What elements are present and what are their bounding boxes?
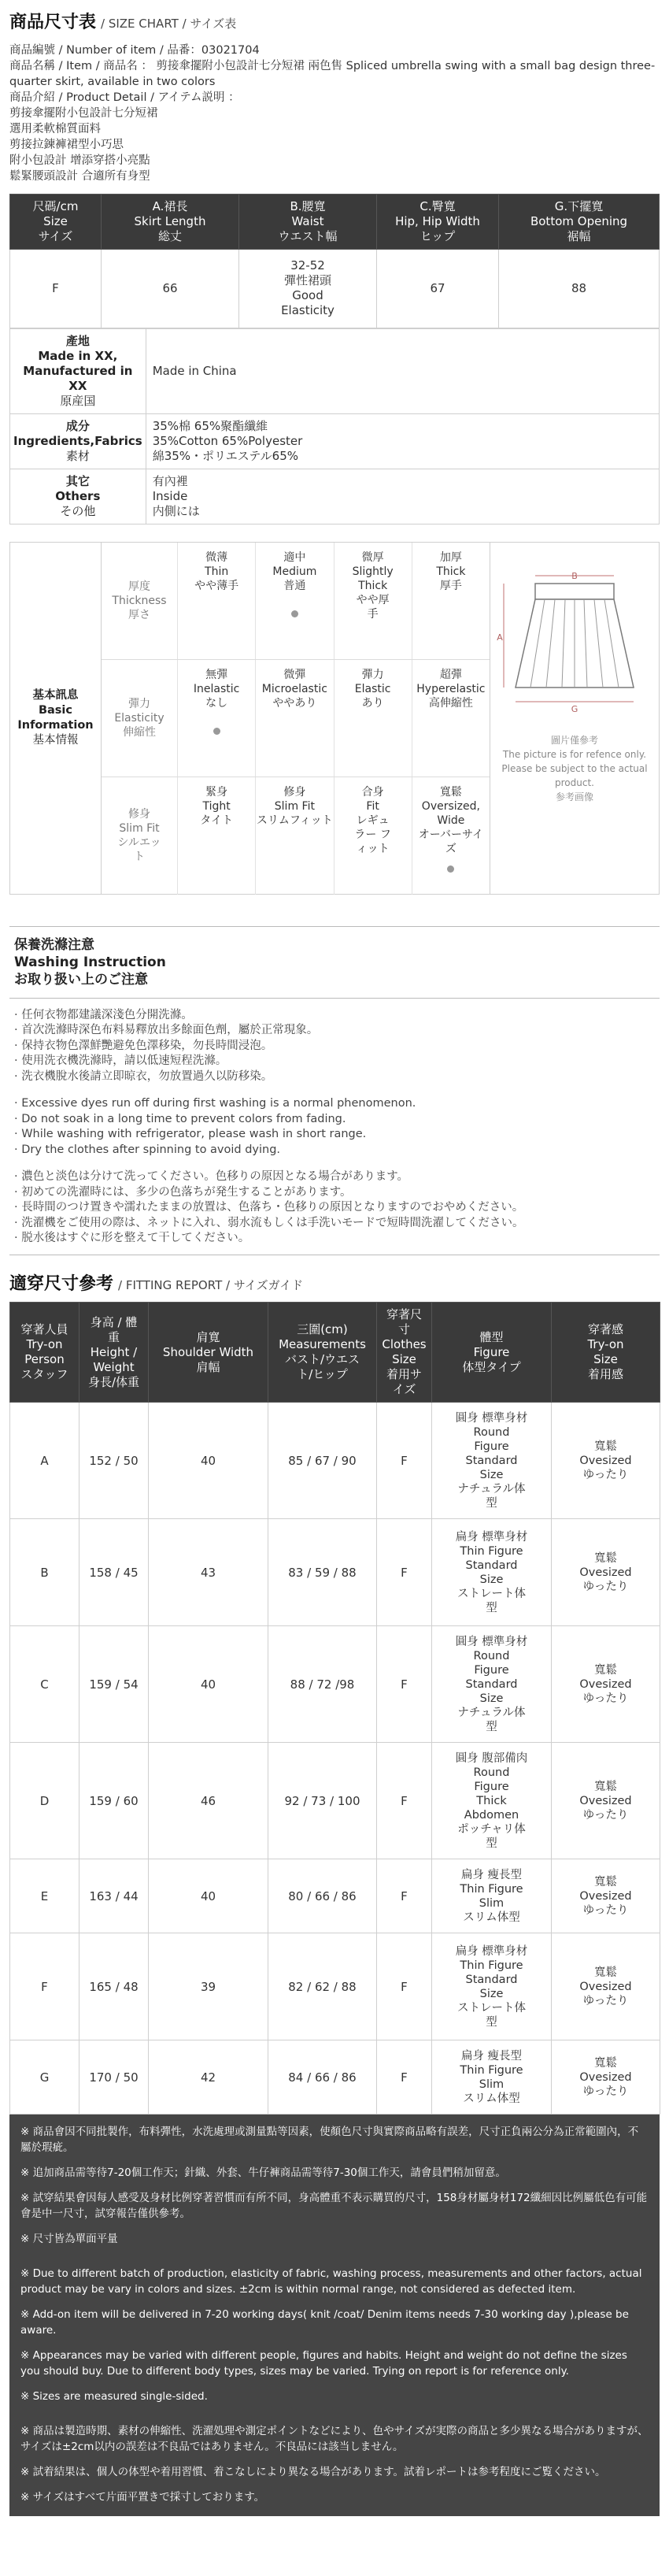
fit-option-fit: 合身 Fit レギュ ラー フ ィット — [334, 777, 412, 895]
product-info-line: 選用柔軟棉質面料 — [9, 122, 101, 135]
washing-line: · 洗衣機脫水後請立即晾衣，勿放置過久以防移染。 — [14, 1069, 273, 1083]
selected-dot-icon — [291, 610, 298, 617]
thickness-label: 厚度 Thickness 厚さ — [112, 580, 167, 621]
fit-feel-cell: 寬鬆 Ovesized ゆったり — [552, 1626, 660, 1743]
fit-option-tight: 緊身 Tight タイト — [177, 777, 255, 895]
fit-feel-cell: 寬鬆 Ovesized ゆったり — [552, 1519, 660, 1626]
note-text: ※ 尺寸皆為單面平量 — [20, 2233, 118, 2246]
note-text: ※ 追加商品需等待7-20個工作天；針織、外套、牛仔褲商品需等待7-30個工作天，請會員們稍加留意。 — [20, 2166, 506, 2180]
shoulder-cell: 39 — [149, 1933, 268, 2040]
washing-line: · Excessive dyes run off during first washing is a normal phenomenon. — [14, 1097, 416, 1110]
fit-row — [102, 777, 490, 895]
elasticity-option-hyperelastic: 超彈 Hyperelastic 高伸縮性 — [412, 660, 490, 777]
height-weight-cell: 163 / 44 — [79, 1859, 149, 1933]
fitting-table — [9, 1302, 660, 2115]
clothes-size-cell: F — [377, 1859, 432, 1933]
selected-dot-icon — [447, 865, 454, 873]
washing-line: · 洗濯機をご使用の際は、ネットに入れ、弱水流もしくは手洗いモードで短時間洗濯してください。 — [14, 1216, 524, 1229]
person-cell: B — [10, 1519, 79, 1626]
measurements-cell: 88 / 72 /98 — [268, 1626, 377, 1743]
dimension-label-a: A — [497, 632, 503, 643]
dimension-label-g: G — [571, 703, 578, 714]
fitting-row — [10, 1519, 660, 1626]
figure-cell: 扁身 瘦長型 Thin Figure Slim スリム体型 — [432, 1859, 552, 1933]
figure-cell: 扁身 標準身材 Thin Figure Standard Size ストレート体 型 — [432, 1933, 552, 2040]
elasticity-label: 彈力 Elasticity 伸縮性 — [114, 697, 164, 739]
note-text: ※ Add-on item will be delivered in 7-20 working days( knit /coat/ Denim items needs 7-30 working day ),please be aware. — [20, 2308, 629, 2337]
washing-line: · 保持衣物色澤鮮艷避免色澤移染，勿長時間浸泡。 — [14, 1039, 273, 1052]
elasticity-option-inelastic: 無彈 Inelastic なし — [177, 660, 255, 777]
header-figure: 體型 Figure 体型タイプ — [432, 1303, 552, 1403]
size-value: F — [10, 249, 102, 328]
thickness-row — [102, 543, 490, 660]
fitting-table-header — [10, 1303, 660, 1403]
elasticity-option-microelastic: 微彈 Microelastic ややあり — [255, 660, 333, 777]
shoulder-cell: 40 — [149, 1859, 268, 1933]
product-info-line: 商品名稱 / Item / 商品名 ： 剪接傘擺附小包設計七分短裙 兩色售 Spliced umbrella swing with a small bag design three-quarter skirt, available in two colors — [9, 59, 656, 88]
washing-line: · Do not soak in a long time to prevent colors from fading. — [14, 1112, 346, 1125]
basic-info — [9, 542, 660, 895]
person-cell: D — [10, 1743, 79, 1859]
product-info-line: 附小包設計 增添穿搭小亮點 — [9, 154, 150, 167]
fit-option-oversized: 寬鬆 Oversized, Wide オーバーサイ ズ — [412, 777, 490, 895]
figure-cell: 圓身 腹部備肉 Round Figure Thick Abdomen ポッチャリ体 型 — [432, 1743, 552, 1859]
clothes-size-cell: F — [377, 1519, 432, 1626]
shoulder-cell: 42 — [149, 2040, 268, 2115]
product-info-line: 商品編號 / Number of item / 品番：03021704 — [9, 43, 260, 57]
others-value: 有內裡 Inside 内側には — [146, 469, 659, 524]
height-weight-cell: 159 / 54 — [79, 1626, 149, 1743]
thickness-option-slightly-thick: 微厚 Slightly Thick やや厚 手 — [334, 543, 412, 659]
picture-note: 圖片僅參考 The picture is for refence only. Please be subject to the actual product. 参考画像 — [501, 734, 648, 802]
measurements-cell: 83 / 59 / 88 — [268, 1519, 377, 1626]
figure-cell: 扁身 瘦長型 Thin Figure Slim スリム体型 — [432, 2040, 552, 2115]
shoulder-cell: 43 — [149, 1519, 268, 1626]
product-info-line: 鬆緊腰頭設計 合適所有身型 — [9, 169, 150, 183]
washing-line: · While washing with refrigerator, please wash in short range. — [14, 1128, 367, 1141]
size-chart-heading: 商品尺寸表 — [9, 13, 97, 32]
measurements-cell: 92 / 73 / 100 — [268, 1743, 377, 1859]
header-skirt-length: A.裙長 Skirt Length 総丈 — [102, 194, 239, 249]
skirt-length-value: 66 — [102, 249, 239, 328]
shoulder-cell: 46 — [149, 1743, 268, 1859]
washing-title: 保養洗滌注意 Washing Instruction お取り扱い上のご注意 — [9, 926, 660, 998]
height-weight-cell: 159 / 60 — [79, 1743, 149, 1859]
washing-instructions — [9, 998, 660, 1255]
measurements-cell: 80 / 66 / 86 — [268, 1859, 377, 1933]
thickness-option-thin: 微薄 Thin やや薄手 — [177, 543, 255, 659]
fit-feel-cell: 寬鬆 Ovesized ゆったり — [552, 1859, 660, 1933]
fit-label: 修身 Slim Fit シルエッ ト — [117, 808, 161, 864]
material-table — [9, 328, 660, 524]
note-text: ※ Due to different batch of production, elasticity of fabric, washing process, measurements and other factors, actual product may be vary in colors and sizes. ±2cm is within normal range, not considered as defected item. — [20, 2267, 642, 2296]
skirt-diagram — [496, 569, 653, 719]
notes-panel — [9, 2115, 660, 2516]
fit-feel-cell: 寬鬆 Ovesized ゆったり — [552, 1403, 660, 1519]
washing-line: · 脱水後はすぐに形を整えて干してください。 — [14, 1232, 250, 1245]
elasticity-row — [102, 660, 490, 777]
others-row — [10, 469, 660, 524]
fitting-report-title — [9, 1273, 660, 1296]
header-shoulder-width: 肩寬 Shoulder Width 肩幅 — [149, 1303, 268, 1403]
person-cell: G — [10, 2040, 79, 2115]
basic-info-grid — [102, 543, 490, 894]
elasticity-option-elastic: 彈力 Elastic あり — [334, 660, 412, 777]
clothes-size-cell: F — [377, 1403, 432, 1519]
fitting-row — [10, 1403, 660, 1519]
washing-line: · Dry the clothes after spinning to avoid dying. — [14, 1143, 281, 1156]
note-text: ※ 試着結果は、個人の体型や着用習慣、着こなしにより異なる場合があります。試着レポートは参考程度にご覧ください。 — [20, 2466, 606, 2479]
figure-cell: 圓身 標準身材 Round Figure Standard Size ナチュラル体 型 — [432, 1626, 552, 1743]
header-size: 尺碼/cm Size サイズ — [10, 194, 102, 249]
header-bottom-opening: G.下擺寬 Bottom Opening 裾幅 — [499, 194, 660, 249]
product-info-line: 剪接傘擺附小包設計七分短裙 — [9, 106, 158, 120]
measurements-cell: 82 / 62 / 88 — [268, 1933, 377, 2040]
washing-line: · 長時間のつけ置きや濡れたままの放置は、色落ち・色移りの原因となりますのでおやめください。 — [14, 1201, 524, 1214]
others-label: 其它 Others その他 — [10, 469, 146, 524]
fit-feel-cell: 寬鬆 Ovesized ゆったり — [552, 1743, 660, 1859]
person-cell: C — [10, 1626, 79, 1743]
waistband-shape — [535, 584, 614, 599]
thickness-option-thick: 加厚 Thick 厚手 — [412, 543, 490, 659]
figure-cell: 扁身 標準身材 Thin Figure Standard Size ストレート体 型 — [432, 1519, 552, 1626]
basic-info-label: 基本訊息 Basic Information 基本情報 — [10, 543, 102, 894]
fit-feel-cell: 寬鬆 Ovesized ゆったり — [552, 2040, 660, 2115]
figure-cell: 圓身 標準身材 Round Figure Standard Size ナチュラル体 型 — [432, 1403, 552, 1519]
fabric-value: 35%棉 65%聚酯纖維 35%Cotton 65%Polyester 綿35%・ポリエステル65% — [146, 413, 659, 469]
note-text: ※ Appearances may be varied with different people, figures and habits. Height and weight do not define the sizes you should buy. Due to different body types, sizes may be varied. Trying on report is for reference only. — [20, 2349, 627, 2378]
fit-option-slim-fit: 修身 Slim Fit スリムフィット — [255, 777, 333, 895]
measurements-cell: 84 / 66 / 86 — [268, 2040, 377, 2115]
fitting-row — [10, 1859, 660, 1933]
fitting-row — [10, 2040, 660, 2115]
skirt-diagram-area — [490, 543, 659, 894]
header-hip: C.臀寬 Hip, Hip Width ヒップ — [377, 194, 499, 249]
person-cell: E — [10, 1859, 79, 1933]
person-cell: A — [10, 1403, 79, 1519]
fitting-row — [10, 1933, 660, 2040]
size-row — [10, 249, 660, 328]
origin-row — [10, 328, 660, 413]
fabric-row — [10, 413, 660, 469]
product-info-line: 商品介紹 / Product Detail / アイテム説明 ： — [9, 91, 240, 104]
note-text: ※ 商品會因不同批製作，布料彈性，水洗處理或測量點等因素，使顏色尺寸與實際商品略有誤差，尺寸正負兩公分為正常範圍內，不屬於瑕疵。 — [20, 2126, 639, 2155]
hip-value: 67 — [377, 249, 499, 328]
fitting-report-heading: 適穿尺寸參考 — [9, 1273, 114, 1294]
washing-line: · 使用洗衣機洗滌時，請以低速短程洗滌。 — [14, 1054, 227, 1068]
note-text: ※ 商品は製造時期、素材の伸縮性、洗濯処理や測定ポイントなどにより、色やサイズが実際の商品と多少異なる場合がありますが、サイズは±2cm以内の誤差は不良品ではありません。不良品には該当しません。 — [20, 2425, 649, 2454]
note-text: ※ Sizes are measured single-sided. — [20, 2390, 208, 2404]
dimension-label-b: B — [571, 570, 578, 581]
fitting-row — [10, 1626, 660, 1743]
header-waist: B.腰寬 Waist ウエスト幅 — [239, 194, 377, 249]
fitting-row — [10, 1743, 660, 1859]
selected-dot-icon — [213, 728, 220, 735]
height-weight-cell: 165 / 48 — [79, 1933, 149, 2040]
height-weight-cell: 152 / 50 — [79, 1403, 149, 1519]
waist-value: 32-52 彈性裙頭 Good Elasticity — [239, 249, 377, 328]
note-text: ※ 試穿結果會因每人感受及身材比例穿著習慣而有所不同，身高體重不表示購買的尺寸，158身材屬身材172纖細因比例屬低色有可能會是中一尺寸，試穿報告僅供參考。 — [20, 2192, 648, 2221]
clothes-size-cell: F — [377, 1933, 432, 2040]
size-chart-title — [9, 11, 660, 35]
washing-line: · 濃色と淡色は分けて洗ってください。色移りの原因となる場合があります。 — [14, 1170, 409, 1184]
person-cell: F — [10, 1933, 79, 2040]
size-chart-subheading: / SIZE CHART / サイズ表 — [101, 17, 237, 31]
clothes-size-cell: F — [377, 1743, 432, 1859]
fitting-report-subheading: / FITTING REPORT / サイズガイド — [118, 1277, 304, 1292]
clothes-size-cell: F — [377, 2040, 432, 2115]
note-text: ※ サイズはすべて片面平置きで採寸しております。 — [20, 2491, 265, 2504]
size-table-header — [10, 194, 660, 249]
bottom-opening-value: 88 — [499, 249, 660, 328]
header-height-weight: 身高 / 體 重 Height / Weight 身長/体重 — [79, 1303, 149, 1403]
size-table — [9, 194, 660, 328]
origin-label: 產地 Made in XX, Manufactured in XX 原産国 — [10, 328, 146, 413]
shoulder-cell: 40 — [149, 1403, 268, 1519]
header-try-on-size: 穿著感 Try-on Size 着用感 — [552, 1303, 660, 1403]
origin-value: Made in China — [146, 328, 659, 413]
fit-feel-cell: 寬鬆 Ovesized ゆったり — [552, 1933, 660, 2040]
height-weight-cell: 158 / 45 — [79, 1519, 149, 1626]
header-measurements: 三圍(cm) Measurements バスト/ウエス ト/ヒップ — [268, 1303, 377, 1403]
header-try-on-person: 穿著人員 Try-on Person スタッフ — [10, 1303, 79, 1403]
measurements-cell: 85 / 67 / 90 — [268, 1403, 377, 1519]
height-weight-cell: 170 / 50 — [79, 2040, 149, 2115]
product-info-line: 剪接拉鍊褲裙型小巧思 — [9, 138, 124, 151]
product-info — [9, 43, 660, 184]
clothes-size-cell: F — [377, 1626, 432, 1743]
fabric-label: 成分 Ingredients,Fabrics 素材 — [10, 413, 146, 469]
washing-line: · 任何衣物都建議深淺色分開洗滌。 — [14, 1008, 193, 1021]
washing-line: · 初めての洗濯時には、多少の色落ちが発生することがあります。 — [14, 1185, 352, 1199]
header-clothes-size: 穿著尺 寸 Clothes Size 着用サ イズ — [377, 1303, 432, 1403]
washing-line: · 首次洗滌時深色布料易釋放出多餘面色劑，屬於正常現象。 — [14, 1024, 319, 1037]
shoulder-cell: 40 — [149, 1626, 268, 1743]
thickness-option-medium: 適中 Medium 普通 — [255, 543, 333, 659]
